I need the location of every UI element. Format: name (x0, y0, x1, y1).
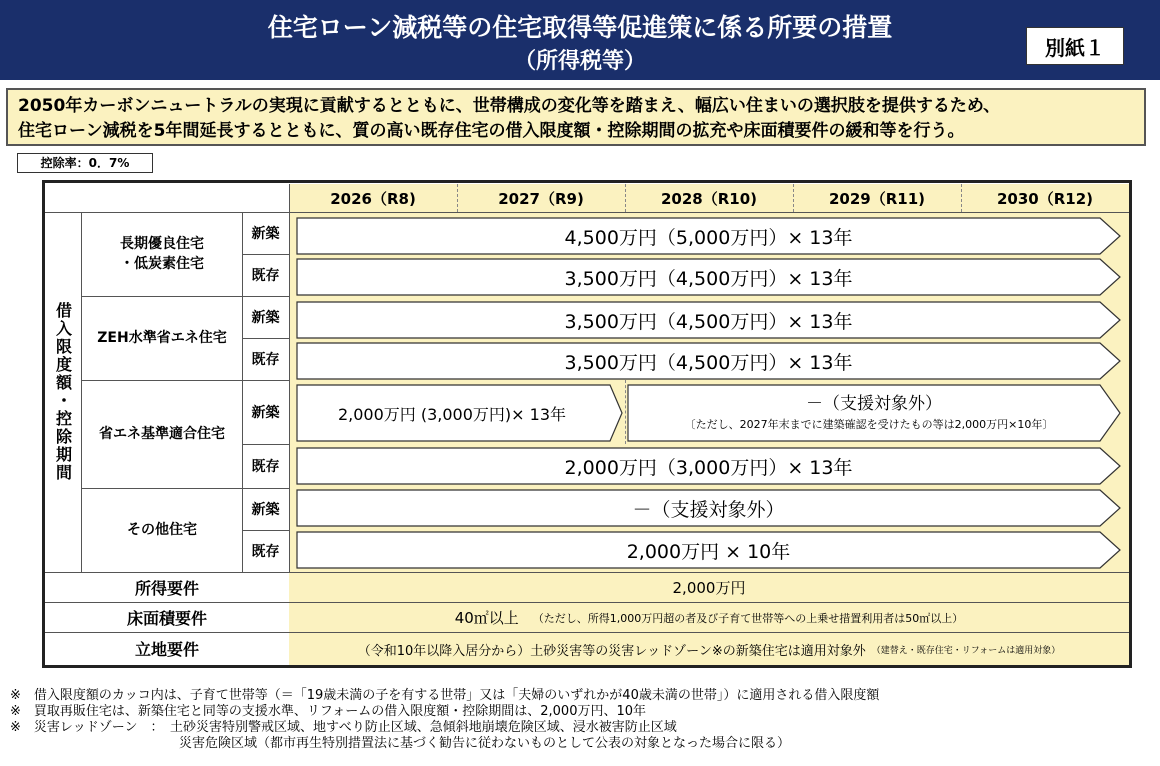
limit-energy-new-early: 2,000万円 (3,000万円)× 13年 (337, 404, 567, 424)
footnote: ※ 災害レッドゾーン ： 土砂災害特別警戒区域、地すべり防止区域、急傾斜地崩壊危険区域、浸水被害防止区域 (10, 720, 677, 735)
category-zeh: ZEH水準省エネ住宅 (97, 330, 227, 346)
limit-other-new: －（支援対象外） (632, 498, 785, 521)
deduction-rate-label: 控除率：0．7% (17, 153, 153, 173)
page-title: 住宅ローン減税等の住宅取得等促進策に係る所要の措置 (267, 13, 893, 42)
category-name: ・低炭素住宅 (120, 256, 204, 272)
category-name: 長期優良住宅 (120, 236, 204, 252)
income-requirement-label: 所得要件 (134, 578, 199, 598)
limit-energy-existing: 2,000万円（3,000万円）× 13年 (564, 456, 853, 479)
year-header-2029: 2029（R11) (828, 189, 926, 208)
year-header-2026: 2026（R8) (330, 189, 416, 208)
summary-line-1: 2050年カーボンニュートラルの実現に貢献するとともに、世帯構成の変化等を踏まえ、幅広い住まいの選択肢を提供するため、 (18, 96, 1001, 116)
sub-label-existing: 既存 (251, 352, 280, 368)
year-header-2030: 2030（R12) (996, 189, 1094, 208)
sub-label-new: 新築 (251, 226, 280, 242)
location-main: （令和10年以降入居分から）土砂災害等の災害レッドゾーン※の新築住宅は適用対象外 (357, 643, 866, 659)
floor-area-requirement-label: 床面積要件 (126, 608, 207, 628)
summary-line-2: 住宅ローン減税を5年間延長するとともに、質の高い既存住宅の借入限度額・控除期間の拡充や床面積要件の緩和等を行う。 (18, 121, 965, 141)
limit-other-existing: 2,000万円 × 10年 (626, 540, 791, 563)
footnote: 災害危険区域（都市再生特別措置法に基づく勧告に従わないものとして公表の対象となった場合に限る） (10, 736, 791, 751)
footnote: ※ 借入限度額のカッコ内は、子育て世帯等（＝「19歳未満の子を有する世帯」又は「夫婦のいずれかが40歳未満の世帯」）に適用される借入限度額 (10, 688, 880, 703)
limit-long-life-new: 4,500万円（5,000万円）× 13年 (564, 226, 853, 249)
side-label-text: 借入限度額・控除期間 (53, 302, 73, 482)
category-energy-standard: 省エネ基準適合住宅 (99, 426, 225, 442)
floor-area-requirement-value (289, 603, 1129, 632)
sub-label-new: 新築 (251, 310, 280, 326)
attachment-badge: 別紙１ (1026, 27, 1124, 65)
page-subtitle: （所得税等） (513, 49, 646, 74)
limit-zeh-new: 3,500万円（4,500万円）× 13年 (564, 310, 853, 333)
floor-area-note: （ただし、所得1,000万円超の者及び子育て世帯等への上乗せ措置利用者は50㎡以上） (532, 611, 964, 625)
location-note: （建替え・既存住宅・リフォームは適用対象） (871, 645, 1061, 656)
location-requirement-label: 立地要件 (134, 640, 199, 659)
sub-label-new: 新築 (251, 405, 280, 421)
limit-zeh-existing: 3,500万円（4,500万円）× 13年 (564, 351, 853, 374)
floor-area-main: 40㎡以上 (454, 609, 519, 627)
sub-label-existing: 既存 (251, 268, 280, 284)
sub-label-existing: 既存 (251, 544, 280, 560)
limit-energy-new-note: 〔ただし、2027年末までに建築確認を受けたもの等は2,000万円×10年〕 (684, 418, 1054, 431)
limit-long-life-existing: 3,500万円（4,500万円）× 13年 (564, 267, 853, 290)
sub-label-new: 新築 (251, 502, 280, 518)
footnote: ※ 買取再販住宅は、新築住宅と同等の支援水準、リフォームの借入限度額・控除期間は、2,000万円、10年 (10, 704, 647, 719)
location-requirement-value (289, 633, 1129, 665)
category-other: その他住宅 (127, 522, 197, 538)
income-requirement-value: 2,000万円 (289, 573, 1129, 602)
year-header-2027: 2027（R9) (498, 189, 584, 208)
limit-energy-new-later: －（支援対象外） (806, 393, 942, 414)
sub-label-existing: 既存 (251, 459, 280, 475)
year-header-2028: 2028（R10) (660, 189, 758, 208)
